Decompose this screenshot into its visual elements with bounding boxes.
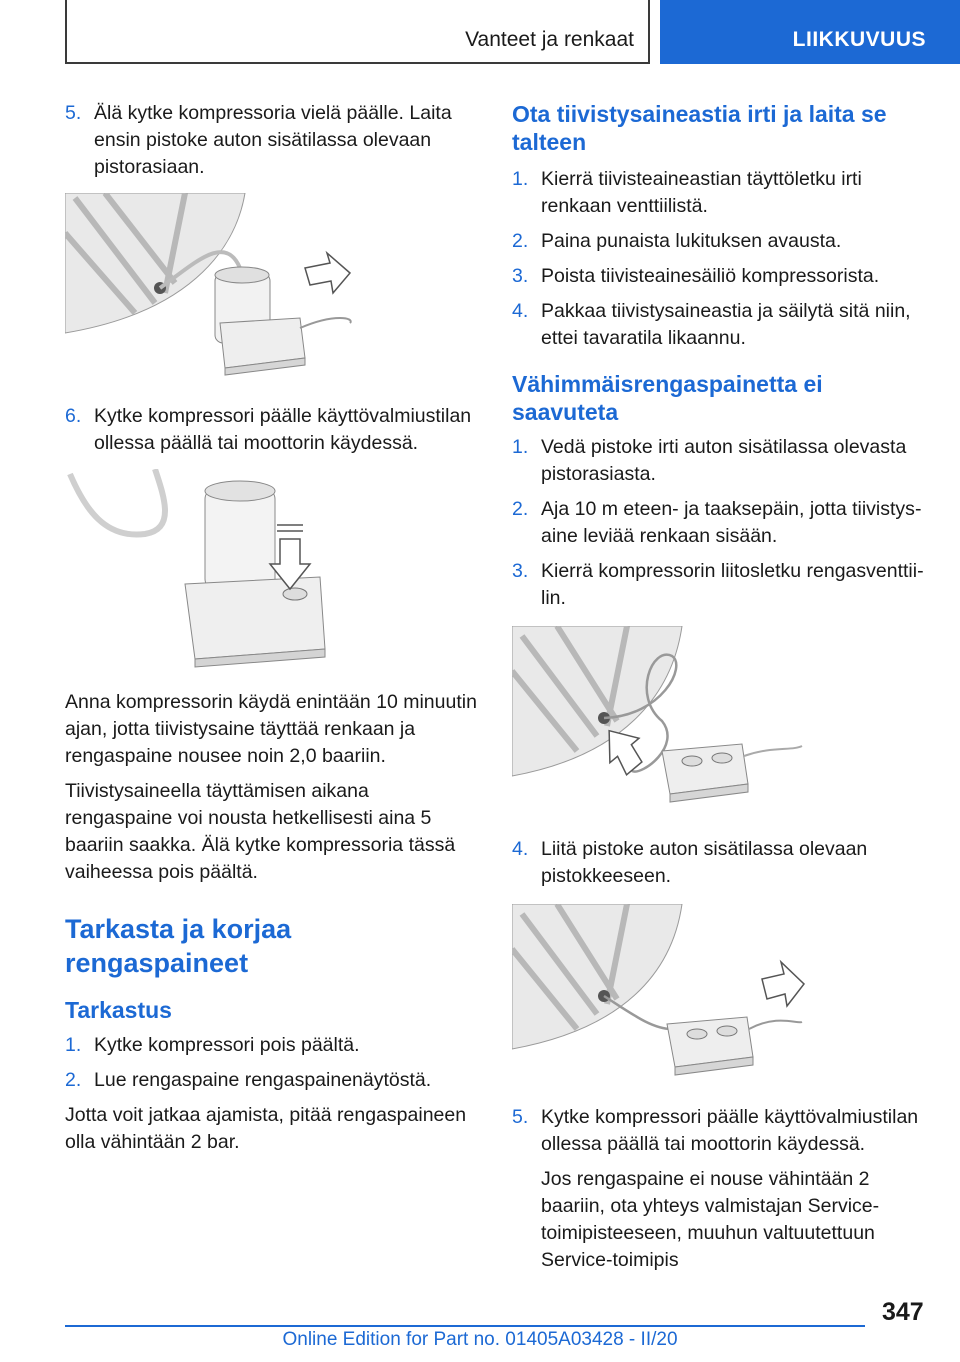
step-number: 5. — [512, 1106, 529, 1128]
step-text: Pakkaa tiivistysaineastia ja säilytä sitä niin, ettei tavaratila likaannu. — [541, 300, 911, 349]
step-text: Lue rengaspaine rengaspainenäytöstä. — [94, 1069, 432, 1091]
header-chapter-tab — [660, 0, 960, 64]
step-text: Kierrä tiivisteaineastian täyttöletku irti renkaan venttiilistä. — [541, 168, 862, 217]
step-number: 1. — [65, 1034, 82, 1056]
figure-compressor-switch — [65, 469, 477, 669]
section-heading: Tarkasta ja korjaa rengaspaineet — [65, 914, 292, 978]
step-text: Kytke kompressori pois päältä. — [94, 1034, 360, 1056]
plug-socket-illustration — [512, 904, 812, 1084]
left-column — [65, 100, 477, 1164]
paragraph-pressure-peak: Tiivistysaineella täyttämisen aikana rengaspaine voi nousta hetkellisesti aina 5 baariin saakka. Älä kytke kompressoria tässä vaiheessa pois päältä. — [65, 780, 456, 883]
section-heading-remove-container: Ota tiivistysaineastia irti ja laita se talteen — [512, 101, 887, 155]
remove-step-2 — [512, 228, 927, 255]
check-step-2 — [65, 1067, 477, 1094]
subsection-heading: Tarkastus — [65, 997, 172, 1023]
step-text: Älä kytke kompressoria vielä päälle. Laita ensin pistoke auton sisätilassa olevaan pistorasiaan. — [94, 102, 452, 178]
step-text: Liitä pistoke auton sisätilassa olevaan pistokkeeseen. — [541, 838, 868, 887]
compressor-switch-illustration — [65, 469, 345, 669]
remove-step-4 — [512, 298, 927, 352]
step-text: Paina punaista lukituksen avausta. — [541, 230, 842, 252]
min-step-4 — [512, 836, 927, 890]
step-6 — [65, 403, 477, 457]
step-text: Vedä pistoke irti auton sisätilassa olevasta pistorasiasta. — [541, 436, 907, 485]
figure-plug-socket — [512, 904, 927, 1084]
step-number: 6. — [65, 405, 82, 427]
figure-compressor-plug — [65, 193, 477, 383]
step-text: Kierrä kompressorin liitosletku rengasventtiilin. — [541, 560, 924, 609]
remove-step-1 — [512, 166, 927, 220]
step-number: 1. — [512, 168, 529, 190]
step-5-note: Jos rengaspaine ei nouse vähintään 2 baariin, ota yhteys valmistajan Service-toimipisteeseen, muuhun valtuutettuun Service-toimipis — [541, 1168, 880, 1271]
hose-valve-illustration — [512, 626, 812, 816]
step-number: 2. — [65, 1069, 82, 1091]
step-number: 5. — [65, 102, 82, 124]
right-column — [512, 100, 927, 1282]
figure-hose-valve — [512, 626, 927, 816]
header-chapter-title: LIIKKUVUUS — [792, 28, 926, 51]
min-step-5 — [512, 1104, 927, 1158]
min-step-1 — [512, 434, 927, 488]
step-number: 3. — [512, 265, 529, 287]
compressor-plug-illustration — [65, 193, 365, 383]
header-section-title: Vanteet ja renkaat — [465, 28, 634, 51]
step-text: Kytke kompressori päälle käyttövalmiustilan ollessa päällä tai moottorin käydessä. — [541, 1106, 919, 1155]
footer-edition: Online Edition for Part no. 01405A03428 - II/20 — [282, 1329, 678, 1350]
step-text: Aja 10 m eteen- ja taaksepäin, jotta tiivistysaine leviää renkaan sisään. — [541, 498, 922, 547]
remove-step-3 — [512, 263, 927, 290]
section-heading-min-pressure: Vähimmäisrengaspainetta ei saavuteta — [512, 371, 823, 425]
step-text: Poista tiivisteainesäiliö kompressorista. — [541, 265, 880, 287]
min-step-2 — [512, 496, 927, 550]
step-number: 2. — [512, 498, 529, 520]
header-section-box — [65, 0, 650, 64]
footer-divider — [65, 1325, 865, 1327]
check-step-1 — [65, 1032, 477, 1059]
step-number: 2. — [512, 230, 529, 252]
paragraph-run-time: Anna kompressorin käydä enintään 10 minuutin ajan, jotta tiivistysaine täyttää renkaan ja rengaspaine nousee noin 2,0 baariin. — [65, 691, 477, 767]
step-5 — [65, 100, 477, 181]
step-number: 4. — [512, 838, 529, 860]
min-step-3 — [512, 558, 927, 612]
paragraph-min-pressure: Jotta voit jatkaa ajamista, pitää rengaspaineen olla vähintään 2 bar. — [65, 1104, 467, 1153]
step-number: 3. — [512, 560, 529, 582]
step-text: Kytke kompressori päälle käyttövalmiustilan ollessa päällä tai moottorin käydessä. — [94, 405, 472, 454]
step-number: 1. — [512, 436, 529, 458]
page-number: 347 — [882, 1298, 924, 1326]
step-number: 4. — [512, 300, 529, 322]
